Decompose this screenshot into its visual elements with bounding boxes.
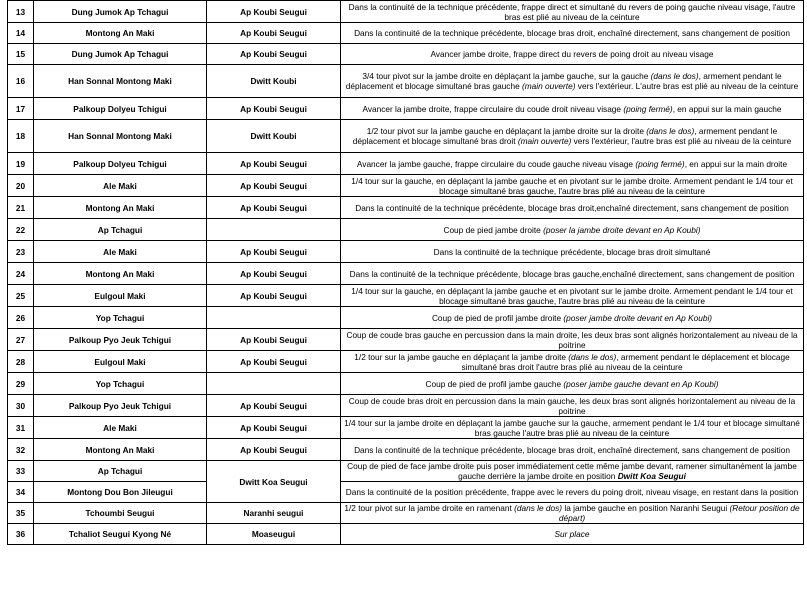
step-number: 32 xyxy=(8,439,34,461)
table-row xyxy=(8,120,804,153)
step-number: 33 xyxy=(8,461,34,482)
table-row xyxy=(8,524,804,545)
technique-name: Tchoumbi Seugui xyxy=(34,503,207,524)
step-number: 17 xyxy=(8,98,34,120)
table-row xyxy=(8,503,804,524)
step-number: 31 xyxy=(8,417,34,439)
technique-description xyxy=(341,23,804,44)
description-emphasis: Dwitt Koa Seugui xyxy=(617,471,686,481)
description-text: Avancer la jambe gauche, frappe circulaire du coude gauche niveau visage xyxy=(356,158,636,169)
stance-name: Ap Koubi Seugui xyxy=(207,1,341,23)
description-text: 3/4 tour pivot sur la jambe droite en déplaçant la jambe gauche, sur la gauche xyxy=(362,71,651,81)
table-row xyxy=(8,285,804,307)
technique-name: Ale Maki xyxy=(34,175,207,197)
technique-name: Palkoup Dolyeu Tchigui xyxy=(34,153,207,175)
technique-name: Dung Jumok Ap Tchagui xyxy=(34,44,207,65)
technique-name: Ap Tchagui xyxy=(34,461,207,482)
technique-name: Montong An Maki xyxy=(34,439,207,461)
table-row xyxy=(8,351,804,373)
step-number: 21 xyxy=(8,197,34,219)
table-row xyxy=(8,23,804,44)
technique-description xyxy=(341,44,804,65)
step-number: 18 xyxy=(8,120,34,153)
description-emphasis: (Retour position de départ) xyxy=(558,503,800,523)
description-emphasis: (poser la jambe droite devant en Ap Koubi) xyxy=(543,224,701,235)
step-number: 27 xyxy=(8,329,34,351)
description-text: Coup de coude bras droit en percussion dans la main gauche, les deux bras sont alignés horizontalement au niveau de la poitrine xyxy=(348,395,796,416)
technique-description xyxy=(341,1,804,23)
technique-description xyxy=(341,175,804,197)
table-row xyxy=(8,395,804,417)
technique-description xyxy=(341,482,804,503)
stance-name: Ap Koubi Seugui xyxy=(207,395,341,417)
technique-description xyxy=(341,417,804,439)
technique-description xyxy=(341,219,804,241)
step-number: 28 xyxy=(8,351,34,373)
technique-name: Yop Tchagui xyxy=(34,373,207,395)
technique-name: Ale Maki xyxy=(34,241,207,263)
technique-name: Montong An Maki xyxy=(34,263,207,285)
table-row xyxy=(8,373,804,395)
table-body xyxy=(8,1,804,545)
stance-name: Ap Koubi Seugui xyxy=(207,153,341,175)
description-text: , armement pendant le déplacement et blocage simultané bras droit l'autre bras plié au niveau de la ceinture xyxy=(461,351,790,372)
technique-name: Dung Jumok Ap Tchagui xyxy=(34,1,207,23)
technique-name: Eulgoul Maki xyxy=(34,351,207,373)
description-text: 1/4 tour sur la jambe droite en déplaçant la jambe gauche sur la gauche, armement pendant le 1/4 tour et blocage simultané bras gauche l'autre bras plié au niveau de la ceinture xyxy=(344,417,800,438)
description-text: Coup de coude bras gauche en percussion dans la main droite, les deux bras sont alignés horizontalement au niveau de la poitrine xyxy=(346,329,798,350)
step-number: 24 xyxy=(8,263,34,285)
description-text: Avancer la jambe droite, frappe circulaire du coude droit niveau visage xyxy=(362,103,624,114)
description-text: 1/2 tour sur la jambe gauche en déplaçant la jambe droite xyxy=(354,351,569,362)
technique-description xyxy=(341,351,804,373)
stance-name: Dwitt Koubi xyxy=(207,120,341,153)
stance-name xyxy=(207,219,341,241)
technique-description xyxy=(341,197,804,219)
stance-name: Ap Koubi Seugui xyxy=(207,241,341,263)
technique-description xyxy=(341,461,804,482)
stance-name: Ap Koubi Seugui xyxy=(207,44,341,65)
description-emphasis: (dans le dos) xyxy=(568,351,617,362)
stance-name: Moaseugui xyxy=(207,524,341,545)
table-row xyxy=(8,439,804,461)
stance-name: Dwitt Koa Seugui xyxy=(207,461,341,503)
description-text: 1/4 tour sur la gauche, en déplaçant la jambe gauche et en pivotant sur le jambe droite. Armement pendant le 1/4 tour et blocage simultané bras gauche, l'autre bras plié au niveau de la ceinture xyxy=(351,285,793,306)
table-row xyxy=(8,65,804,98)
description-text: Dans la continuité de la technique précédente, blocage bras droit, enchaîné directement, sans changement de position xyxy=(354,444,790,455)
description-emphasis: (dans le dos) xyxy=(646,126,695,136)
technique-name: Ale Maki xyxy=(34,417,207,439)
technique-name: Han Sonnal Montong Maki xyxy=(34,120,207,153)
technique-description xyxy=(341,285,804,307)
step-number: 20 xyxy=(8,175,34,197)
description-text: Dans la continuité de la position précédente, frappe avec le revers du poing droit, niveau visage, en restant dans la position xyxy=(345,487,799,497)
description-text: Coup de pied de profil jambe gauche xyxy=(425,378,564,389)
description-text: Coup de pied de face jambe droite puis poser immédiatement cette même jambe devant, ramener simultanément la jambe gauche derrière la jambe droite en position xyxy=(347,461,797,481)
description-text: , en appui sur la main gauche xyxy=(672,103,782,114)
table-row xyxy=(8,197,804,219)
table-row xyxy=(8,153,804,175)
description-emphasis: (poser jambe droite devant en Ap Koubi) xyxy=(563,312,713,323)
stance-name xyxy=(207,307,341,329)
step-number: 23 xyxy=(8,241,34,263)
step-number: 30 xyxy=(8,395,34,417)
description-text: Dans la continuité de la technique précédente, frappe direct et simultané du revers de poing gauche niveau visage, l'autre bras est plié au niveau de la ceinture xyxy=(348,1,796,22)
table-row xyxy=(8,482,804,503)
description-emphasis: (poing fermé) xyxy=(635,158,685,169)
technique-description xyxy=(341,98,804,120)
description-emphasis: (main ouverte) xyxy=(517,136,572,146)
table-row xyxy=(8,263,804,285)
stance-name: Ap Koubi Seugui xyxy=(207,175,341,197)
description-emphasis: (dans le dos) xyxy=(514,503,563,513)
step-number: 29 xyxy=(8,373,34,395)
technique-name: Montong Dou Bon Jileugui xyxy=(34,482,207,503)
technique-description xyxy=(341,307,804,329)
table-row xyxy=(8,461,804,482)
stance-name xyxy=(207,373,341,395)
step-number: 16 xyxy=(8,65,34,98)
table-row xyxy=(8,98,804,120)
technique-description xyxy=(341,524,804,545)
description-text: , en appui sur la main droite xyxy=(684,158,788,169)
description-text: la jambe gauche en position Naranhi Seugui xyxy=(562,503,730,513)
technique-description xyxy=(341,153,804,175)
table-row xyxy=(8,175,804,197)
technique-name: Montong An Maki xyxy=(34,197,207,219)
description-emphasis: (poing fermé) xyxy=(623,103,673,114)
stance-name: Ap Koubi Seugui xyxy=(207,417,341,439)
step-number: 34 xyxy=(8,482,34,503)
technique-name: Han Sonnal Montong Maki xyxy=(34,65,207,98)
table-row xyxy=(8,329,804,351)
technique-name: Ap Tchagui xyxy=(34,219,207,241)
description-text: Dans la continuité de la technique précédente, blocage bras droit,enchaîné directement, sans changement de position xyxy=(355,202,789,213)
step-number: 26 xyxy=(8,307,34,329)
stance-name: Dwitt Koubi xyxy=(207,65,341,98)
description-emphasis: (dans le dos) xyxy=(650,71,699,81)
technique-description xyxy=(341,439,804,461)
technique-description xyxy=(341,120,804,153)
stance-name: Ap Koubi Seugui xyxy=(207,197,341,219)
technique-description xyxy=(341,241,804,263)
step-number: 15 xyxy=(8,44,34,65)
technique-description xyxy=(341,65,804,98)
technique-name: Eulgoul Maki xyxy=(34,285,207,307)
step-number: 25 xyxy=(8,285,34,307)
stance-name: Ap Koubi Seugui xyxy=(207,98,341,120)
description-text: Coup de pied jambe droite xyxy=(443,224,544,235)
technique-description xyxy=(341,395,804,417)
description-text: , armement pendant le déplacement et blocage simultané bras gauche xyxy=(345,71,782,91)
table-row xyxy=(8,307,804,329)
table-row xyxy=(8,1,804,23)
technique-description xyxy=(341,503,804,524)
description-text: 1/2 tour pivot sur la jambe gauche en déplaçant la jambe droite sur la droite xyxy=(366,126,647,136)
description-text: Dans la continuité de la technique précédente, blocage bras droit simultané xyxy=(433,246,711,257)
technique-description xyxy=(341,263,804,285)
description-text: Dans la continuité de la technique précédente, blocage bras droit, enchaîné directement, sans changement de position xyxy=(354,28,790,38)
step-number: 35 xyxy=(8,503,34,524)
description-text: , armement pendant le déplacement et blocage simultané bras droit xyxy=(352,126,778,146)
technique-name: Palkoup Dolyeu Tchigui xyxy=(34,98,207,120)
technique-name: Palkoup Pyo Jeuk Tchigui xyxy=(34,395,207,417)
step-number: 13 xyxy=(8,1,34,23)
technique-name: Yop Tchagui xyxy=(34,307,207,329)
table-row xyxy=(8,241,804,263)
description-text: 1/4 tour sur la gauche, en déplaçant la jambe gauche et en pivotant sur le jambe droite. Armement pendant le 1/4 tour et blocage simultané bras gauche, l'autre bras plié au niveau de la ceinture xyxy=(351,175,793,196)
description-text: Dans la continuité de la technique précédente, blocage bras gauche,enchaîné directement, sans changement de position xyxy=(349,268,795,279)
table-row xyxy=(8,44,804,65)
kata-steps-table xyxy=(7,0,804,545)
step-number: 14 xyxy=(8,23,34,44)
technique-description xyxy=(341,373,804,395)
stance-name: Ap Koubi Seugui xyxy=(207,439,341,461)
stance-name: Ap Koubi Seugui xyxy=(207,329,341,351)
stance-name: Ap Koubi Seugui xyxy=(207,23,341,44)
table-row xyxy=(8,417,804,439)
description-text: Coup de pied de profil jambe droite xyxy=(431,312,564,323)
stance-name: Ap Koubi Seugui xyxy=(207,285,341,307)
step-number: 19 xyxy=(8,153,34,175)
stance-name: Ap Koubi Seugui xyxy=(207,351,341,373)
technique-name: Tchaliot Seugui Kyong Né xyxy=(34,524,207,545)
stance-name: Ap Koubi Seugui xyxy=(207,263,341,285)
description-emphasis: (poser jambe gauche devant en Ap Koubi) xyxy=(563,378,719,389)
description-text: vers l'extérieur, l'autre bras est plié au niveau de la ceinture xyxy=(571,136,792,146)
step-number: 22 xyxy=(8,219,34,241)
description-emphasis: (main ouverte) xyxy=(522,81,576,91)
description-text: 1/2 tour pivot sur la jambe droite en ramenant xyxy=(344,503,515,513)
description-emphasis: Sur place xyxy=(554,529,590,539)
technique-name: Montong An Maki xyxy=(34,23,207,44)
technique-description xyxy=(341,329,804,351)
technique-name: Palkoup Pyo Jeuk Tchigui xyxy=(34,329,207,351)
description-text: Avancer jambe droite, frappe direct du revers de poing droit au niveau visage xyxy=(430,49,714,59)
stance-name: Naranhi seugui xyxy=(207,503,341,524)
step-number: 36 xyxy=(8,524,34,545)
table-row xyxy=(8,219,804,241)
description-text: vers l'extérieur. L'autre bras est plié au niveau de la ceinture xyxy=(575,81,799,91)
